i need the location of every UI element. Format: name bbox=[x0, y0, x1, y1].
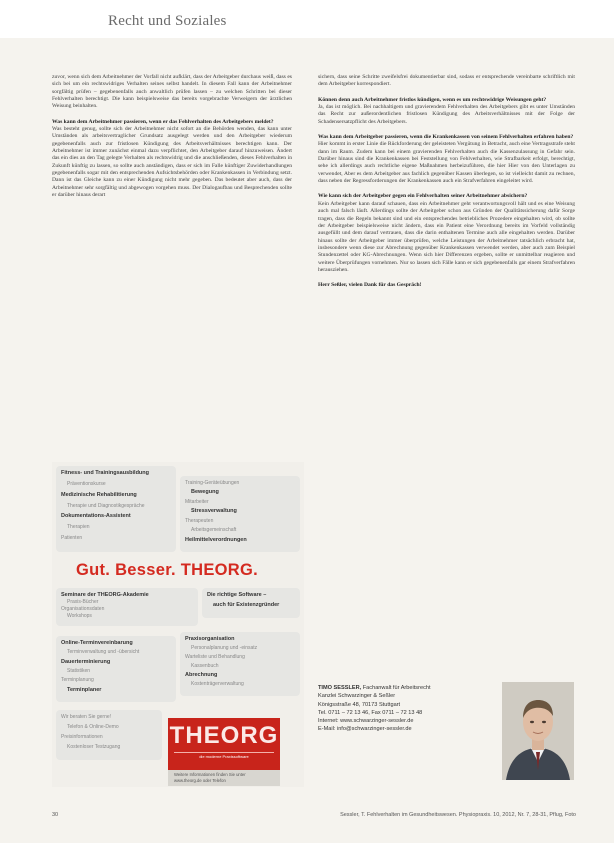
ad-line: Therapie und Diagnostikgespräche bbox=[67, 502, 145, 509]
ad-line: Abrechnung bbox=[185, 672, 218, 678]
ad-line: Patienten bbox=[61, 535, 83, 542]
logo-caption-2: www.theorg.de oder Telefon bbox=[174, 778, 226, 783]
ad-line: Statistiken bbox=[67, 668, 91, 674]
ad-slogan: Gut. Besser. THEORG. bbox=[76, 561, 259, 579]
ad-line: Terminplanung bbox=[61, 677, 94, 684]
ad-line: Präventionskurse bbox=[67, 480, 106, 487]
ad-line: Fitness- und Trainingsausbildung bbox=[61, 470, 150, 476]
question-heading: Was kann dem Arbeitnehmer passieren, wenn er das Fehlverhalten des Arbeitgebers meldet? bbox=[52, 118, 274, 125]
logo-caption-1: Weitere Informationen finden Sie unter bbox=[174, 772, 246, 777]
question-heading: Was kann dem Arbeitgeber passieren, wenn die Krankenkassen von seinem Fehlverhalten erfahren haben? bbox=[318, 134, 574, 141]
paragraph: Kein Arbeitgeber kann darauf schauen, dass ein Arbeitnehmer geht verantwortungsvoll hält und es eine Weisung auch mal falsch läuft. Allerdings sollte der Arbeitgeber schon aus Gründen der Qualitätssicherung dafür Sorge tragen, dass die Regeln bekannt sind und ein entsprechendes betriebliches Prozedere eingehalten wird, ob sollte der Arbeitgeber beispielsweise nicht ändern, dass ein Patient eine Verordnung bereits im Vorfeld vollständig ausgefüllt und dem darauf vertrauen, dass die darin enthaltenen Termine auch alle eingehalten werden. Darüber hinaus sollte der Arbeitgeber immer überprüfen, welche Leistungen der Arbeitnehmer tatsächlich erbracht hat, insbesondere wenn diese zur Abrechnung gegenüber Krankenkassen verwendet werden, aber auch zum Beispiel Stundenzettel oder KG-Abrechnungen. Wenn sich hier Differenzen ergeben, sollte er unmittelbar reagieren und weitere Überprüfungen vornehmen. Nur so lassen sich Fälle kann er sich gegebenenfalls gar einem Strafverfahren herausziehen. bbox=[318, 200, 575, 273]
author-name: TIMO SESSLER, bbox=[318, 685, 362, 691]
ad-line: Organisationsdaten bbox=[61, 606, 105, 612]
ad-line: Terminverwaltung und -übersicht bbox=[67, 649, 140, 656]
logo-divider bbox=[174, 752, 274, 753]
theorg-advertisement bbox=[52, 462, 304, 787]
ad-box-scheduling bbox=[56, 636, 176, 702]
ad-line: Seminare der THEORG-Akademie bbox=[61, 592, 149, 598]
paragraph: zuvor, wenn sich dem Arbeitnehmer der Vorfall nicht aufklärt, dass der Arbeitgeber durchaus weiß, dass es sich bei um ein rechtswidriges Verhalten seines selbst handelt. In diesem Fall kann der Arbeitnehmer sorgfältig prüfen – gegebenenfalls auch anwaltlich prüfen lassen – zu welchen Schritten bei dieser Fehlverhalten berechtigt. Die kann beispielsweise das bereits vorgebrachte Verweigern der ärztlichen Weisung beinhalten. bbox=[52, 74, 292, 110]
ad-line: Mitarbeiter bbox=[185, 498, 209, 505]
paragraph: Ja, das ist möglich. Bei nachhaltigem und gravierendem Fehlverhalten des Arbeitgebers gibt es unter Umständen das Recht zur außerordentlichen fristlosen Kündigung des Arbeitsverhältnisses mit der Folge der Schadensersatzpflicht des Arbeitgebers. bbox=[318, 104, 575, 125]
ad-line: Online-Terminvereinbarung bbox=[61, 640, 133, 646]
ad-line: Stressverwaltung bbox=[191, 508, 237, 515]
author-address-line: Internet: www.schwarzinger-sessler.de bbox=[318, 718, 414, 725]
question-heading: Wie kann sich der Arbeitgeber gegen ein Fehlverhalten seiner Arbeitnehmer absichern? bbox=[318, 193, 528, 200]
ad-line: Training-Geräteübungen bbox=[185, 480, 240, 486]
question-heading: Herr Seßler, vielen Dank für das Gespräch! bbox=[318, 282, 422, 289]
article-column-left bbox=[52, 74, 292, 200]
ad-box-academy bbox=[56, 588, 198, 626]
page-number: 30 bbox=[52, 812, 59, 818]
logo-caption-band bbox=[168, 770, 280, 786]
question-heading: Können denn auch Arbeitnehmer fristlos kündigen, wenn es um rechtswidrige Weisungen geht? bbox=[318, 96, 547, 103]
ad-line: Medizinische Rehabilitierung bbox=[61, 491, 137, 498]
ad-box-organisation bbox=[180, 632, 300, 696]
ad-line: Workshops bbox=[67, 613, 92, 619]
ad-line: Arbeitsgemeinschaft bbox=[191, 527, 237, 534]
ad-line: Terminplaner bbox=[67, 686, 102, 693]
ad-line: Dokumentations-Assistent bbox=[61, 513, 131, 520]
author-box bbox=[318, 684, 498, 734]
ad-line: Wir beraten Sie gerne! bbox=[61, 714, 112, 720]
ad-line: Personalplanung und -einsatz bbox=[191, 645, 258, 651]
ad-line: Preisinformationen bbox=[61, 734, 103, 740]
author-address-line: E-Mail: info@schwarzinger-sessler.de bbox=[318, 726, 412, 733]
ad-line: Bewegung bbox=[191, 489, 219, 496]
ad-line: Telefon & Online-Demo bbox=[67, 724, 119, 730]
ad-line: auch für Existenzgründer bbox=[213, 602, 280, 608]
ad-line: Die richtige Software – bbox=[207, 592, 267, 598]
author-photo bbox=[502, 682, 574, 780]
theorg-logo bbox=[168, 718, 280, 770]
ad-box-movement bbox=[180, 476, 300, 552]
paragraph: sichern, dass seine Schritte zweifelsfrei dokumentierbar sind, sodass er entsprechende vereinbarte schriftlich mit dem Arbeitgeber korrespondiert. bbox=[318, 74, 575, 88]
ad-box-software bbox=[202, 588, 300, 618]
author-address-line: Tel. 0711 – 72 13 46, Fax 0711 – 72 13 48 bbox=[318, 709, 423, 716]
paragraph: Was besteht genug, sollte sich der Arbeitnehmer nicht sofort an die Behörden wenden, das kann unter Umständen als arbeitsvertraglicher Grundsatz ausgelegt werden und den Arbeitgeber wiederum gegebenenfalls auch zur fristlosen Kündigung des Arbeitsverhältnisses berechtigen kann. Der Arbeitnehmer ist immer zunächst einmal dazu verpflichtet, den Arbeitgeber darauf hinzuweisen. Ändert das ein dies an den Tag gelegte Verhalten als rechtswidrig und die anschließenden, dieses Fehlverhalten in Zukunft künftig zu lassen, so sollte auch anständigen, dass er sich im Falle künftiger Zuwiderhandlungen gegebenenfalls sogar mit den entsprechenden Aufsichtsbehörden oder Krankenkassen in Verbindung setzt. Dann ist das Gleiche kann zu einer Kündigung nicht mehr gegeben. Das bedeutet aber auch, dass der Arbeitnehmer sehr sorgfältig und abgewogen vorgehen muss. Der Dialogaufbau und Besprechenden sollte er darüber hinaus derart bbox=[52, 126, 292, 199]
author-address-line: Königsstraße 48, 70173 Stuttgart bbox=[318, 701, 401, 708]
author-title: Fachanwalt für Arbeitsrecht bbox=[362, 685, 431, 691]
ad-line: Praxis-Bücher bbox=[67, 599, 99, 605]
ad-line: Kostenträgerverwaltung bbox=[191, 681, 244, 687]
logo-wordmark: THEORG bbox=[169, 722, 279, 749]
ad-line: Heilmittelverordnungen bbox=[185, 536, 247, 543]
logo-tagline: die moderne Praxissoftware bbox=[199, 754, 249, 759]
ad-line: Dauerterminierung bbox=[61, 658, 111, 665]
portrait-image bbox=[502, 682, 574, 780]
ad-line: Kostenloser Testzugang bbox=[67, 744, 121, 750]
author-address-line: Kanzlei Schwarzinger & Seßler bbox=[318, 693, 396, 700]
ad-line: Warteliste und Behandlung bbox=[185, 654, 245, 660]
ad-line: Therapien bbox=[67, 524, 90, 531]
article-column-right bbox=[318, 74, 575, 290]
ad-box-training bbox=[56, 466, 176, 552]
section-title: Recht und Soziales bbox=[108, 13, 227, 29]
header-band bbox=[0, 0, 614, 38]
author-address bbox=[318, 692, 498, 733]
ad-box-contact bbox=[56, 710, 162, 760]
paragraph: Hier kommt in erster Linie die Rückforderung der geleisteten Vergütung in Betracht, auch eine Vertragsstrafe steht dann im Raum. Zudem kann bei einem gravierenden Fehlverhalten auch die Kassenzulassung in Gefahr sein. Darüber hinaus sind die Krankenkassen bei Feststellung von Fehlverhalten, wie Strafbarkeit erfolgt, berechtigt, sehe ich allerdings auch rechtliche eigene Maßnahmen herbeizuführen, die hier Hier von den Unterlagen zu verwendet, Aber es dem Arbeitgeber aus fachlich gegenüber Kassen überlegen, so ist vielleicht damit zu rechnen, dass neben der Regressforderungen der Krankenkassen auch ein Strafverfahren eingeleitet wird. bbox=[318, 141, 575, 185]
citation: Sessler, T. Fehlverhalten im Gesundheitswesen. Physiopraxis. 10, 2012, Nr. 7, 28-31, Pflug, Foto bbox=[340, 812, 576, 818]
ad-line: Praxisorganisation bbox=[185, 636, 235, 642]
ad-line: Kassenbuch bbox=[191, 663, 219, 669]
ad-line: Therapeuten bbox=[185, 517, 214, 524]
